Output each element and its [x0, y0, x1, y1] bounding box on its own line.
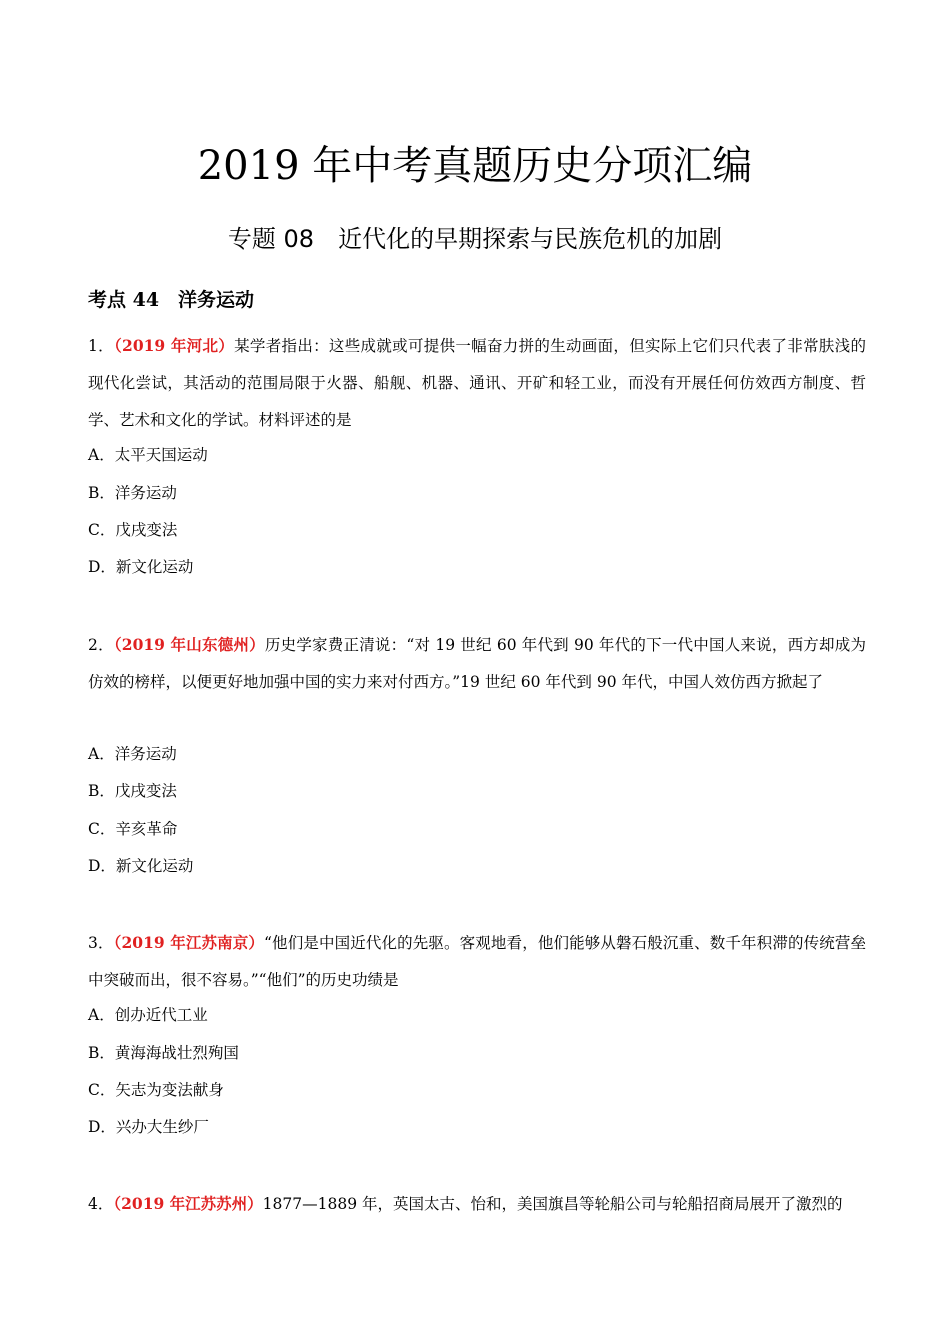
question-source: （2019 年山东德州） [113, 635, 265, 654]
page-title: 2019 年中考真题历史分项汇编 [197, 143, 753, 189]
question-1 [88, 327, 866, 439]
option-a: A．洋务运动 [88, 745, 177, 763]
question-source: （2019 年江苏苏州） [113, 1194, 263, 1213]
question-stem: 1877—1889 年，英国太古、怡和，美国旗昌等轮船公司与轮船招商局展开了激烈的 [262, 1195, 843, 1213]
question-source: （2019 年江苏南京） [113, 933, 264, 952]
section-heading: 考点 44 洋务运动 [88, 289, 255, 311]
question-2 [88, 626, 866, 701]
option-b: B．黄海海战壮烈殉国 [88, 1044, 239, 1062]
option-d: D．新文化运动 [88, 558, 194, 576]
question-number: 2． [88, 636, 114, 654]
option-a: A．太平天国运动 [88, 446, 208, 464]
option-b: B．戊戌变法 [88, 782, 177, 800]
question-stem: “他们是中国近代化的先驱。客观地看，他们能够从磐石般沉重、数千年积滞的传统营垒中突破而出，很不容易。”“他们”的历史功绩是 [88, 934, 866, 989]
option-c: C．矢志为变法献身 [88, 1081, 224, 1099]
option-c: C．辛亥革命 [88, 820, 178, 838]
question-3 [88, 924, 866, 999]
question-stem: 历史学家费正清说：“对 19 世纪 60 年代到 90 年代的下一代中国人来说，西方却成为仿效的榜样，以便更好地加强中国的实力来对付西方。”19 世纪 60 年代到 90 年代，中国人效仿西方掀起了 [88, 636, 866, 691]
option-d: D．兴办大生纱厂 [88, 1118, 209, 1136]
option-a: A．创办近代工业 [88, 1006, 208, 1024]
option-c: C．戊戌变法 [88, 521, 178, 539]
question-number: 1． [88, 337, 114, 355]
question-stem: 某学者指出：这些成就或可提供一幅奋力拼的生动画面，但实际上它们只代表了非常肤浅的现代化尝试，其活动的范围局限于火器、船舰、机器、通讯、开矿和轻工业，而没有开展任何仿效西方制度、哲学、艺术和文化的学试。材料评述的是 [88, 337, 866, 429]
question-number: 4． [88, 1195, 114, 1213]
question-number: 3． [88, 934, 114, 952]
question-source: （2019 年河北） [113, 336, 235, 355]
question-4 [88, 1185, 866, 1223]
topic-subtitle: 专题 08 近代化的早期探索与民族危机的加剧 [227, 225, 723, 253]
option-d: D．新文化运动 [88, 857, 194, 875]
option-b: B．洋务运动 [88, 484, 177, 502]
